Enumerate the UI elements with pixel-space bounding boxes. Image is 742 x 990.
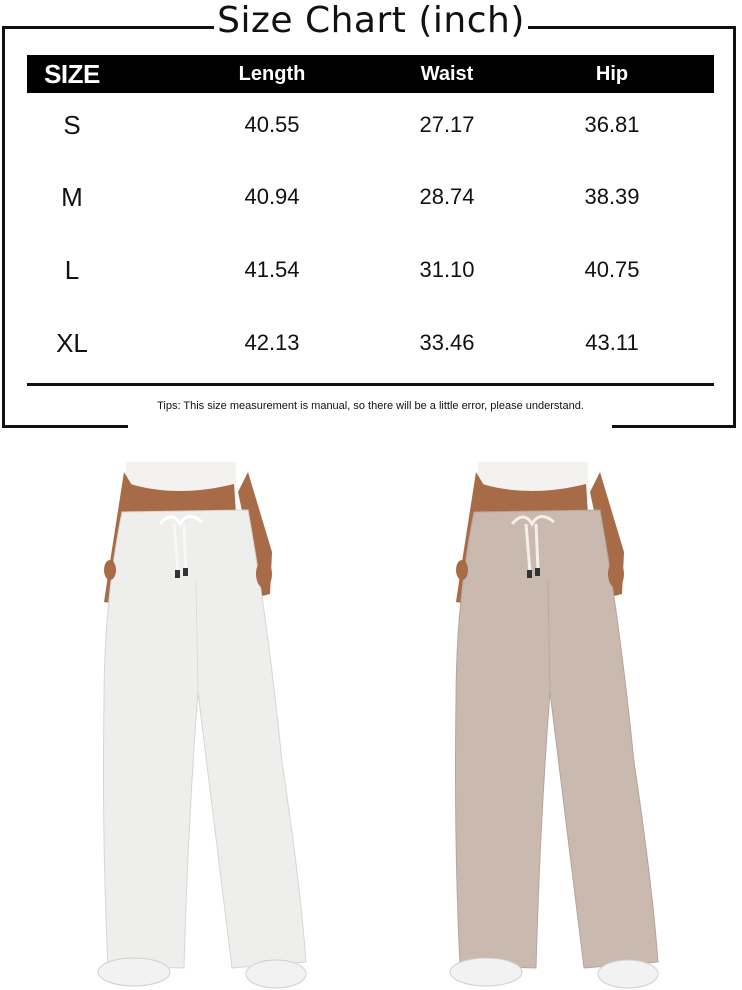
table-row xyxy=(27,250,714,290)
table-row xyxy=(27,323,714,363)
tips-note: Tips: This size measurement is manual, so there will be a little error, please understand. xyxy=(157,400,584,412)
length-cell: 42.13 xyxy=(244,330,300,355)
aglet xyxy=(527,570,532,578)
header-length: Length xyxy=(238,63,306,85)
aglet xyxy=(535,568,540,576)
hip-cell: 43.11 xyxy=(585,330,639,355)
header-hip: Hip xyxy=(595,63,629,85)
hip-cell: 38.39 xyxy=(584,184,640,209)
left-hand xyxy=(456,560,468,580)
aglet xyxy=(183,568,188,576)
frame-gap-bottom xyxy=(128,420,612,434)
waist-cell: 33.46 xyxy=(419,330,475,355)
size-cell: XL xyxy=(56,328,88,358)
table-header xyxy=(27,55,714,93)
waist-cell: 28.74 xyxy=(419,184,475,209)
table-row xyxy=(27,177,714,217)
right-hand xyxy=(256,560,272,588)
size-cell: S xyxy=(63,110,81,140)
right-sneaker xyxy=(246,960,306,988)
hip-cell: 40.75 xyxy=(584,257,640,282)
waist-cell: 27.17 xyxy=(419,112,475,137)
hip-cell: 36.81 xyxy=(584,112,640,137)
left-sneaker xyxy=(450,958,522,986)
table-row xyxy=(27,105,714,145)
taupe-pants-photo xyxy=(390,462,712,990)
right-hand xyxy=(608,560,624,588)
length-cell: 41.54 xyxy=(244,257,300,282)
header-waist: Waist xyxy=(420,63,474,85)
size-cell: L xyxy=(64,255,80,285)
left-sneaker xyxy=(98,958,170,986)
aglet xyxy=(175,570,180,578)
left-hand xyxy=(104,560,116,580)
chart-title: Size Chart (inch) xyxy=(217,0,525,41)
size-cell: M xyxy=(61,182,83,212)
right-sneaker xyxy=(598,960,658,988)
taupe-pants xyxy=(456,510,659,968)
length-cell: 40.55 xyxy=(244,112,300,137)
header-size: SIZE xyxy=(44,59,100,89)
white-pants xyxy=(104,510,307,968)
waist-cell: 31.10 xyxy=(419,257,475,282)
length-cell: 40.94 xyxy=(244,184,300,209)
table-bottom-rule xyxy=(27,383,714,386)
white-pants-photo xyxy=(38,462,360,990)
